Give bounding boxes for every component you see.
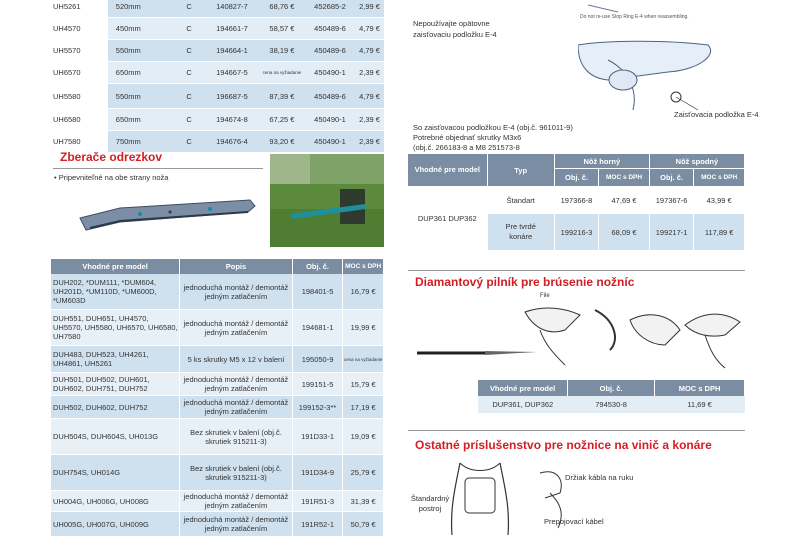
knife-price-table bbox=[408, 154, 745, 251]
collector-cell-model: DUH501, DUH502, DUH601, DUH602, DUH751, DUH752 bbox=[51, 373, 180, 396]
collector-heading: Zberače odrezkov bbox=[60, 150, 163, 164]
blade-cell-type: C bbox=[173, 40, 205, 62]
blade-cell-price2: 2,39 € bbox=[355, 109, 384, 131]
blade-cell-price1: 68,76 € bbox=[259, 0, 305, 18]
collector-cell-desc: jednoduchá montáž / demontáž jedným zatlačením bbox=[180, 396, 293, 419]
collector-cell-model: DUH483, DUH523, UH4261, UH4861, UH5261 bbox=[51, 346, 180, 373]
collector-cell-price: cena na vyžiadanie bbox=[343, 346, 384, 373]
knife-part-2b: 199217-1 bbox=[649, 214, 693, 251]
washer-illustration bbox=[578, 0, 748, 120]
blade-cell-type: C bbox=[173, 18, 205, 40]
other-heading: Ostatné príslušenstvo pre nožnice na vinič a konáre bbox=[415, 438, 712, 452]
knife-header-price-1: MOC s DPH bbox=[599, 169, 650, 187]
holder-label: Držiak kábla na ruku bbox=[565, 473, 634, 482]
collector-cell-model: DUH551, DUH651, UH4570, UH5570, UH5580, UH6570, UH6580, UH7580 bbox=[51, 310, 180, 346]
collector-cell-price: 16,79 € bbox=[343, 274, 384, 310]
collector-cell-price: 50,79 € bbox=[343, 512, 384, 537]
arrow-1 bbox=[595, 310, 615, 350]
blade-cell-price1: 87,39 € bbox=[259, 84, 305, 109]
hedge bbox=[270, 184, 384, 209]
knife-part-1a: 197366-8 bbox=[554, 187, 598, 214]
file-label: File bbox=[540, 293, 550, 299]
hedge-trimmer-photo bbox=[270, 154, 384, 247]
order-line-1: So zaisťovacou podložkou E-4 (obj.č. 961011-9) bbox=[413, 123, 573, 132]
collector-row bbox=[51, 396, 384, 419]
collector-cell-desc: 5 ks skrutky M5 x 12 v balení bbox=[180, 346, 293, 373]
file-heading: Diamantový pilník pre brúsenie nožníc bbox=[415, 275, 635, 289]
collector-cell-model: DUH202, *DUM111, *DUM604, UH201D, *UM110D, *UM600D, *UM603D bbox=[51, 274, 180, 310]
blade-cell-part1: 194661-7 bbox=[205, 18, 259, 40]
collector-cell-desc: jednoduchá montáž / demontáž jedným zatlačením bbox=[180, 274, 293, 310]
blade-cell-length: 520mm bbox=[108, 0, 173, 18]
file-tip bbox=[485, 351, 537, 355]
grass bbox=[270, 209, 384, 247]
blade-cell-part2: 450490-1 bbox=[305, 109, 355, 131]
strap-right bbox=[500, 463, 508, 535]
tree-right bbox=[310, 154, 384, 184]
sharpen-step-2 bbox=[630, 315, 680, 345]
collector-cell-model: DUH502, DUH602, DUH752 bbox=[51, 396, 180, 419]
knife-header-part-2: Obj. č. bbox=[649, 169, 693, 187]
blade-cell-part1: 194664-1 bbox=[205, 40, 259, 62]
blade-cell-price2: 4,79 € bbox=[355, 84, 384, 109]
mark bbox=[588, 5, 618, 12]
header-price: MOC s DPH bbox=[343, 259, 384, 274]
knife-header-lower: Nôž spodný bbox=[649, 154, 744, 169]
blade-cell-model: UH5261 bbox=[51, 0, 108, 18]
hand-3 bbox=[705, 335, 725, 368]
blade-row bbox=[51, 40, 384, 62]
collector-row bbox=[51, 455, 384, 491]
collector-row bbox=[51, 346, 384, 373]
collector-cell-desc: Bez skrutiek v balení (obj.č. skrutiek 915211-3) bbox=[180, 455, 293, 491]
collector-cell-desc: jednoduchá montáž / demontáž jedným zatlačením bbox=[180, 310, 293, 346]
hole bbox=[169, 211, 172, 214]
blade-cell-price1: 58,57 € bbox=[259, 18, 305, 40]
blade-cell-price2: 2,39 € bbox=[355, 131, 384, 153]
blade-cell-type: C bbox=[173, 62, 205, 84]
file-price: 11,69 € bbox=[655, 396, 745, 413]
washer-caption: Do not re-use Stop Ring E-4 when reassembling. bbox=[580, 14, 689, 20]
blade-cell-model: UH6580 bbox=[51, 109, 108, 131]
collector-cell-part: 195050-9 bbox=[292, 346, 343, 373]
file-illustration bbox=[415, 290, 750, 370]
blade-cell-part1: 196687-5 bbox=[205, 84, 259, 109]
collector-cell-part: 191D33-1 bbox=[292, 419, 343, 455]
header-part: Obj. č. bbox=[292, 259, 343, 274]
collector-cell-desc: jednoduchá montáž / demontáž jedným zatlačením bbox=[180, 512, 293, 537]
divider bbox=[408, 430, 745, 431]
collector-cell-price: 15,79 € bbox=[343, 373, 384, 396]
collector-row bbox=[51, 274, 384, 310]
collector-cell-part: 191D34-9 bbox=[292, 455, 343, 491]
knife-header-price-2: MOC s DPH bbox=[694, 169, 745, 187]
knife-part-1b: 197367-6 bbox=[649, 187, 693, 214]
blade-cell-price2: 2,99 € bbox=[355, 0, 384, 18]
order-line-3: (obj.č. 266183-8 a M8 251573-8 bbox=[413, 143, 520, 152]
collector-cell-part: 199152-3** bbox=[292, 396, 343, 419]
collector-row bbox=[51, 373, 384, 396]
hand-1 bbox=[540, 330, 565, 365]
collector-cell-part: 191R52-1 bbox=[292, 512, 343, 537]
sharpen-step-1 bbox=[525, 308, 580, 332]
order-note bbox=[413, 123, 573, 153]
collector-cell-price: 25,79 € bbox=[343, 455, 384, 491]
file-header-price: MOC s DPH bbox=[655, 380, 745, 396]
blade-cell-part1: 194667-5 bbox=[205, 62, 259, 84]
blade-cell-price1: 38,19 € bbox=[259, 40, 305, 62]
blade-cell-price1: 67,25 € bbox=[259, 109, 305, 131]
blade-row bbox=[51, 84, 384, 109]
leader-line bbox=[676, 97, 698, 110]
collector-cell-desc: jednoduchá montáž / demontáž jedným zatlačením bbox=[180, 491, 293, 512]
blade-row bbox=[51, 0, 384, 18]
knife-price-1a: 47,69 € bbox=[599, 187, 650, 214]
collector-row bbox=[51, 491, 384, 512]
blade-cell-type: C bbox=[173, 109, 205, 131]
blade-cell-price2: 4,79 € bbox=[355, 40, 384, 62]
knife-price-1b: 43,99 € bbox=[694, 187, 745, 214]
blade-cell-length: 650mm bbox=[108, 62, 173, 84]
divider bbox=[53, 168, 263, 169]
file-header-part: Obj. č. bbox=[568, 380, 655, 396]
blade-cell-part2: 450490-1 bbox=[305, 131, 355, 153]
collector-row bbox=[51, 419, 384, 455]
clip-right bbox=[208, 207, 212, 211]
knife-price-2b: 117,89 € bbox=[694, 214, 745, 251]
knife-header-model: Vhodné pre model bbox=[408, 154, 487, 187]
blade-cell-part2: 450489-6 bbox=[305, 40, 355, 62]
collector-cell-price: 17,19 € bbox=[343, 396, 384, 419]
file-part: 794530-8 bbox=[568, 396, 655, 413]
blade-cell-model: UH6570 bbox=[51, 62, 108, 84]
blade-cell-model: UH4570 bbox=[51, 18, 108, 40]
blade-cell-part2: 450490-1 bbox=[305, 62, 355, 84]
blade-cell-part2: 452685-2 bbox=[305, 0, 355, 18]
knife-models: DUP361 DUP362 bbox=[408, 187, 487, 251]
collector-cell-price: 19,99 € bbox=[343, 310, 384, 346]
header-desc: Popis bbox=[180, 259, 293, 274]
pivot bbox=[609, 70, 637, 90]
collector-cell-part: 194681-1 bbox=[292, 310, 343, 346]
knife-header-upper: Nôž horný bbox=[554, 154, 649, 169]
blade-cell-type: C bbox=[173, 84, 205, 109]
blade-cell-model: UH7580 bbox=[51, 131, 108, 153]
blade-cell-price2: 4,79 € bbox=[355, 18, 384, 40]
knife-type-2: Pre tvrdé konáre bbox=[487, 214, 554, 251]
collector-bullet: • Pripevniteľné na obe strany noža bbox=[54, 173, 169, 182]
blade-cell-part1: 140827-7 bbox=[205, 0, 259, 18]
blade-cell-length: 550mm bbox=[108, 40, 173, 62]
collector-body bbox=[80, 200, 255, 230]
blade-cell-part1: 194676-4 bbox=[205, 131, 259, 153]
collector-cell-model: UH004G, UH006G, UH008G bbox=[51, 491, 180, 512]
file-model: DUP361, DUP362 bbox=[478, 396, 568, 413]
collector-cell-part: 199151-5 bbox=[292, 373, 343, 396]
file-header-model: Vhodné pre model bbox=[478, 380, 568, 396]
harness-label: Štandardný postroj bbox=[410, 494, 450, 513]
header-model: Vhodné pre model bbox=[51, 259, 180, 274]
collector-cell-model: DUH504S, DUH604S, UH013G bbox=[51, 419, 180, 455]
blade-cell-length: 550mm bbox=[108, 84, 173, 109]
order-line-2: Potrebné objednať skrutky M3x6 bbox=[413, 133, 522, 142]
cable-label: Prepojovací kábel bbox=[544, 517, 604, 526]
washer-note: Nepoužívajte opätovne zaisťovaciu podložku E-4 bbox=[413, 19, 497, 39]
washer-label: Zaisťovacia podložka E-4 bbox=[674, 110, 759, 119]
sharpen-step-3 bbox=[685, 314, 740, 336]
blade-cell-length: 750mm bbox=[108, 131, 173, 153]
blade-cell-model: UH5570 bbox=[51, 40, 108, 62]
blade-cell-length: 650mm bbox=[108, 109, 173, 131]
strap-left bbox=[452, 463, 460, 535]
blade-cell-price2: 2,39 € bbox=[355, 62, 384, 84]
blade-row bbox=[51, 109, 384, 131]
collector-cell-model: UH005G, UH007G, UH009G bbox=[51, 512, 180, 537]
strap-top bbox=[460, 463, 500, 471]
blade-cell-price1: cena na vyžiadanie bbox=[259, 62, 305, 84]
collector-cell-desc: Bez skrutiek v balení (obj.č. skrutiek 915211-3) bbox=[180, 419, 293, 455]
back-pad bbox=[465, 478, 495, 513]
collector-cell-part: 191R51-3 bbox=[292, 491, 343, 512]
blade-cell-type: C bbox=[173, 0, 205, 18]
blade-cell-part2: 450489-6 bbox=[305, 84, 355, 109]
blade-row bbox=[51, 18, 384, 40]
collector-illustration bbox=[60, 188, 260, 238]
collector-cell-part: 198401-5 bbox=[292, 274, 343, 310]
blade-cell-model: UH5580 bbox=[51, 84, 108, 109]
knife-header-part-1: Obj. č. bbox=[554, 169, 598, 187]
blade-row bbox=[51, 62, 384, 84]
collector-row bbox=[51, 310, 384, 346]
collector-cell-desc: jednoduchá montáž / demontáž jedným zatlačením bbox=[180, 373, 293, 396]
blade-cell-part1: 194674-8 bbox=[205, 109, 259, 131]
blade-cell-length: 450mm bbox=[108, 18, 173, 40]
collector-cell-model: DUH754S, UH014G bbox=[51, 455, 180, 491]
collector-cell-price: 31,39 € bbox=[343, 491, 384, 512]
knife-type-1: Štandart bbox=[487, 187, 554, 214]
pruner-blade bbox=[578, 41, 711, 80]
knife-price-2a: 68,09 € bbox=[599, 214, 650, 251]
blade-price-table bbox=[51, 0, 384, 153]
divider bbox=[408, 270, 745, 271]
knife-header-type: Typ bbox=[487, 154, 554, 187]
blade-cell-type: C bbox=[173, 131, 205, 153]
knife-part-2a: 199216-3 bbox=[554, 214, 598, 251]
clip-left bbox=[138, 212, 142, 216]
file-price-table bbox=[478, 380, 745, 413]
collector-row bbox=[51, 512, 384, 537]
collector-cell-price: 19,09 € bbox=[343, 419, 384, 455]
collector-price-table bbox=[51, 259, 384, 537]
blade-cell-price1: 93,20 € bbox=[259, 131, 305, 153]
collector-bullet-text: Pripevniteľné na obe strany noža bbox=[58, 173, 169, 182]
blade-cell-part2: 450489-6 bbox=[305, 18, 355, 40]
